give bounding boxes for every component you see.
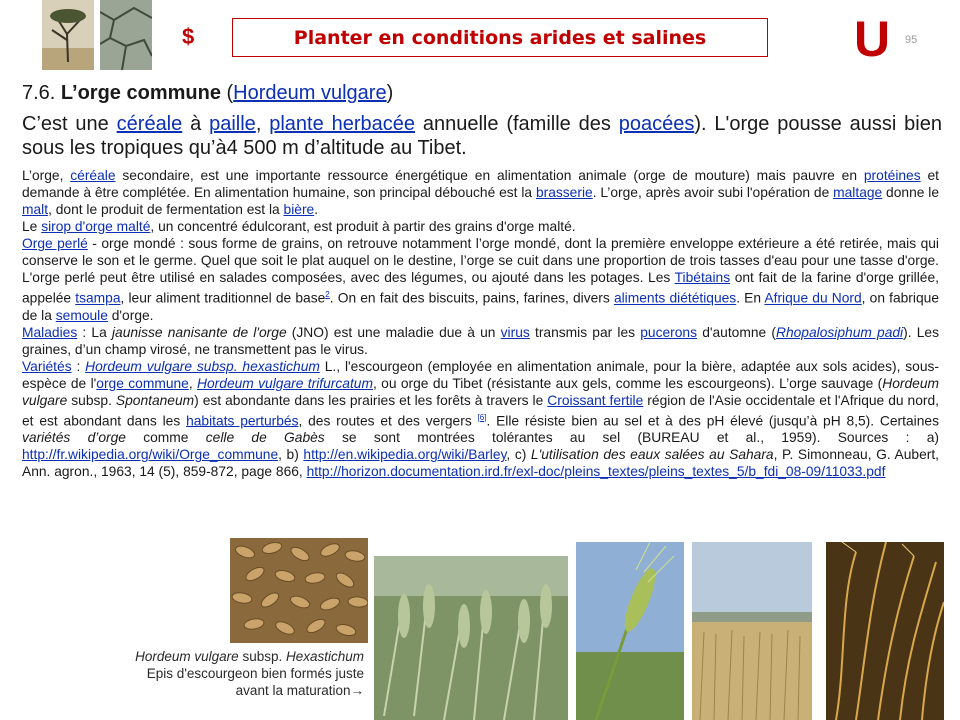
- heading-paren-close: ): [386, 82, 394, 104]
- maladies-link[interactable]: Maladies: [22, 324, 78, 340]
- text: , b): [278, 447, 304, 463]
- heading-prefix: 7.6.: [22, 82, 61, 104]
- paragraph-orge-perle: [22, 235, 939, 324]
- biere-link[interactable]: bière: [283, 202, 315, 217]
- barley-field-photo: [692, 542, 812, 720]
- text: Le: [22, 219, 42, 234]
- section-heading: [22, 82, 393, 105]
- text: subsp.: [67, 392, 116, 408]
- text: d'automne (: [697, 324, 776, 340]
- text: donne le: [882, 185, 939, 200]
- text: , ou orge du Tibet (résistante aux gels, comme les escourgeons). L’orge sauvage (: [372, 375, 883, 391]
- barley-ears-green-photo: [374, 556, 568, 720]
- ripe-barley-photo: [826, 542, 944, 720]
- intro-text: C’est une: [22, 113, 117, 135]
- brasserie-link[interactable]: brasserie: [535, 185, 593, 200]
- paragraph-varietes: [22, 358, 939, 481]
- text: comme: [125, 430, 206, 446]
- intro-text: à: [182, 113, 210, 135]
- text: et demande à être complétée. En alimentation humaine, son principal débouché est la: [22, 168, 939, 200]
- photo-caption: [82, 648, 364, 699]
- text: ). Les graines, d’un champ virosé, ne transmettent pas le virus.: [22, 324, 939, 357]
- text: - orge mondé : sous forme de grains, on retrouve notamment l’orge mondé, dont la première enveloppe extérieure a été retirée, mais qui conserve le son et le germe. Quel que soit le plat auquel on le destine, l’orge se cuit dans une proportion de trois tasses d'eau pour une tasse d'orge. L'orge perlé peut être utilisé en salades composées, avec des légumes, ou ajouté dans les potages. Les: [22, 236, 940, 285]
- caption-line-1: [82, 648, 364, 665]
- intro-paragraph: [22, 112, 942, 160]
- intro-text: ). L'orge pousse aussi bien sous les tropiques qu’à4 500 m d’altitude au Tibet.: [22, 113, 942, 159]
- footnote-2-link[interactable]: 2: [325, 290, 330, 299]
- wiki-barley-link[interactable]: http://en.wikipedia.org/wiki/Barley: [303, 447, 507, 463]
- italic-text: variétés d’orge: [22, 430, 126, 446]
- text: , dont le produit de fermentation est la: [48, 202, 284, 217]
- text: secondaire, est une importante ressource énergétique en alimentation animale (orge de mouture) mais pauvre en: [115, 168, 864, 183]
- text: , P. Simonneau, G. Aubert, Ann. agron., 1963, 14 (5), 859-872, page 866,: [22, 447, 939, 480]
- trifurcatum-link[interactable]: Hordeum vulgare trifurcatum: [197, 375, 373, 391]
- caption-line-3: [82, 682, 364, 699]
- dry-tree-photo: [42, 0, 94, 70]
- wiki-orge-commune-link[interactable]: http://fr.wikipedia.org/wiki/Orge_commune: [22, 447, 279, 463]
- tsampa-link[interactable]: tsampa: [75, 290, 121, 306]
- habitats-perturbes-link[interactable]: habitats perturbés: [186, 413, 299, 429]
- italic-text: jaunisse nanisante de l'orge: [111, 324, 287, 340]
- text: L., l'escourgeon (employée en alimentation animale, pour la bière, adaptée aux sols acides), sous-espèce de l': [22, 358, 940, 391]
- caption-italic: Hexastichum: [285, 649, 364, 664]
- section-letter: U: [854, 11, 891, 67]
- varietes-link[interactable]: Variétés: [22, 358, 72, 374]
- text: .: [314, 202, 319, 217]
- semoule-link[interactable]: semoule: [55, 307, 108, 323]
- cracked-soil-photo: [100, 0, 152, 70]
- aliments-dietetiques-link[interactable]: aliments diététiques: [613, 290, 737, 306]
- text: :: [71, 358, 86, 374]
- text: ) est abondante dans les prairies et les forêts à travers le: [194, 392, 548, 408]
- text: . Elle résiste bien au sel et à des pH élevé (jusqu’à pH 8,5). Certaines: [486, 413, 939, 429]
- text: d'orge.: [107, 307, 154, 323]
- maltage-link[interactable]: maltage: [833, 185, 883, 200]
- heading-paren-open: (: [220, 82, 234, 104]
- cereale-link[interactable]: céréale: [116, 113, 183, 135]
- italic-text: Hordeum vulgare: [22, 375, 939, 408]
- text: ,: [188, 375, 198, 391]
- barley-ear-sky-photo: [576, 542, 684, 720]
- italic-text: L'utilisation des eaux salées au Sahara: [530, 447, 774, 463]
- ird-pdf-link[interactable]: http://horizon.documentation.ird.fr/exl-doc/pleins_textes/pleins_textes_5/b_fdi_08-09/11033.pdf: [306, 464, 886, 480]
- italic-text: Spontaneum: [115, 392, 195, 408]
- page-number: 95: [905, 34, 918, 46]
- rhopalosiphum-padi-link[interactable]: Rhopalosiphum padi: [775, 324, 904, 340]
- afrique-du-nord-link[interactable]: Afrique du Nord: [764, 290, 862, 306]
- dollar-sign: $: [182, 24, 195, 49]
- text: , un concentré édulcorant, est produit à partir des grains d'orge malté.: [150, 219, 576, 234]
- hordeum-vulgare-link[interactable]: Hordeum vulgare: [233, 82, 387, 104]
- virus-link[interactable]: virus: [500, 324, 530, 340]
- text: transmis par les: [529, 324, 641, 340]
- text: (JNO) est une maladie due à un: [286, 324, 501, 340]
- heading-bold: L’orge commune: [60, 82, 221, 104]
- paille-link[interactable]: paille: [209, 113, 256, 135]
- paragraph-usage: [22, 167, 939, 218]
- paragraph-sirop: [22, 218, 939, 235]
- text: , leur aliment traditionnel de base: [120, 290, 326, 306]
- text: . On en fait des biscuits, pains, farines, divers: [329, 290, 614, 306]
- footnote-6-link[interactable]: [6]: [477, 412, 487, 422]
- barley-grains-photo: [230, 538, 368, 643]
- page-title: Planter en conditions arides et salines: [232, 18, 768, 57]
- pucerons-link[interactable]: pucerons: [640, 324, 698, 340]
- plante-herbacee-link[interactable]: plante herbacée: [269, 113, 415, 135]
- intro-text: ,: [255, 113, 270, 135]
- cereale-link-2[interactable]: céréale: [70, 168, 116, 183]
- text: , on fabrique de la: [22, 290, 939, 323]
- malt-link[interactable]: malt: [22, 202, 49, 217]
- caption-text: subsp.: [238, 649, 286, 664]
- text: , c): [506, 447, 531, 463]
- text: : La: [77, 324, 112, 340]
- text: L’orge,: [22, 168, 71, 183]
- orge-perle-link[interactable]: Orge perlé: [22, 236, 88, 251]
- italic-text: celle de Gabès: [205, 430, 325, 446]
- proteines-link[interactable]: protéines: [863, 168, 921, 183]
- intro-text: annuelle (famille des: [414, 113, 619, 135]
- caption-line-2: Epis d'escourgeon bien formés juste: [146, 666, 364, 681]
- paragraph-maladies: [22, 324, 939, 358]
- text: . En: [736, 290, 765, 306]
- caption-text: avant la maturation: [235, 683, 351, 698]
- croissant-fertile-link[interactable]: Croissant fertile: [547, 392, 644, 408]
- text: se sont montrées tolérantes au sel (BUREAU et al., 1959). Sources : a): [324, 430, 940, 446]
- sirop-orge-malte-link[interactable]: sirop d'orge malté: [41, 219, 151, 234]
- arrow-right-icon: →: [350, 683, 364, 698]
- body-text: [22, 167, 939, 480]
- text: . L’orge, après avoir subi l'opération de: [592, 185, 834, 200]
- text: , des routes et des vergers: [298, 413, 478, 429]
- text: région de l'Asie occidentale et l'Afrique du nord, et est abondant dans les: [22, 392, 939, 429]
- text: ont fait de la farine d'orge grillée, appelée: [22, 270, 939, 306]
- poacees-link[interactable]: poacées: [618, 113, 695, 135]
- hexastichum-link[interactable]: Hordeum vulgare subsp. hexastichum: [85, 358, 320, 374]
- orge-commune-link[interactable]: orge commune: [96, 375, 189, 391]
- tibetains-link[interactable]: Tibétains: [674, 270, 731, 285]
- caption-italic: Hordeum vulgare: [135, 649, 239, 664]
